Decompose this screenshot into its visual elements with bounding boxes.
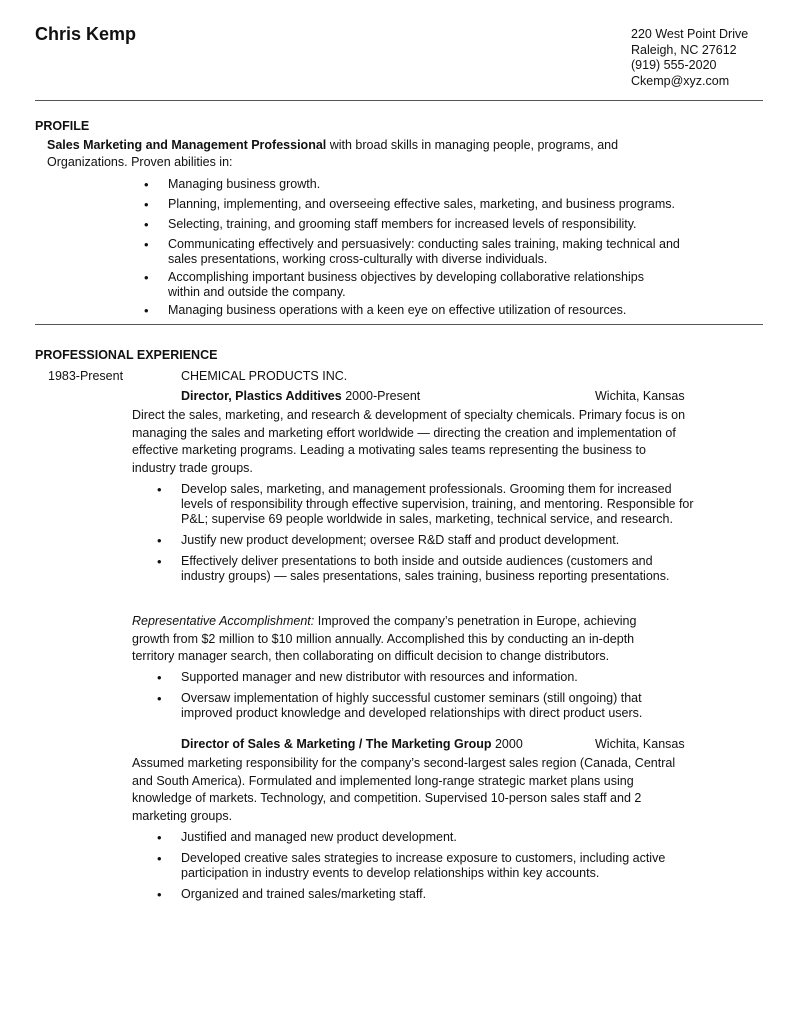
role-description: Direct the sales, marketing, and research & development of specialty chemicals. Primary focus is on managing the sales and marketing effort worldwide — directing the creation and implementation of effective marketing programs. Leading a motivating sales teams representing the business to industry trade groups. bbox=[132, 408, 686, 475]
role-title-line bbox=[181, 736, 523, 752]
list-item: • Justify new product development; oversee R&D staff and product development. bbox=[181, 533, 701, 548]
profile-intro bbox=[47, 137, 697, 171]
role-location: Wichita, Kansas bbox=[595, 389, 685, 403]
list-item: • Managing business growth. bbox=[168, 177, 708, 192]
role-bullet-list bbox=[181, 482, 701, 584]
list-item: • Justified and managed new product development. bbox=[181, 830, 701, 845]
list-item: • Supported manager and new distributor with resources and information. bbox=[181, 670, 681, 685]
role-years: 2000 bbox=[491, 737, 523, 751]
accomplishment-bullet-list bbox=[181, 670, 681, 721]
role-title-line bbox=[181, 388, 420, 404]
profile-intro-bold: Sales Marketing and Management Professional bbox=[47, 138, 327, 152]
contact-block bbox=[631, 27, 748, 89]
address-line-1: 220 West Point Drive bbox=[631, 27, 749, 41]
profile-heading: PROFILE bbox=[35, 119, 90, 133]
role-bullet-list bbox=[181, 830, 701, 902]
profile-intro-text: with broad skills in managing people, programs, and Organizations. Proven abilities in: bbox=[47, 138, 619, 169]
candidate-name: Chris Kemp bbox=[35, 24, 137, 44]
list-item: • Organized and trained sales/marketing staff. bbox=[181, 887, 701, 902]
list-item: • Selecting, training, and grooming staff members for increased levels of responsibility. bbox=[168, 217, 708, 232]
role-title: Director, Plastics Additives bbox=[181, 389, 342, 403]
list-item: • Effectively deliver presentations to both inside and outside audiences (customers and industry groups) — sales presentations, sales training, business reporting presentations. bbox=[181, 554, 693, 584]
list-item: • Communicating effectively and persuasively: conducting sales training, making technical and sales presentations, working cross-culturally with diverse individuals. bbox=[168, 237, 688, 267]
role-years: 2000-Present bbox=[341, 389, 421, 403]
list-item: • Develop sales, marketing, and management professionals. Grooming them for increased levels of responsibility through effective supervision, training, and mentoring. Responsible for P&L; supervise 69 people worldwide in sales, marketing, technical service, and research. bbox=[181, 482, 696, 527]
accomplishment-text: Improved the company’s penetration in Europe, achieving growth from $2 million to $10 million annually. Accomplished this by conducting an in-depth territory manager search, then collaborating on difficult decision to change distributors. bbox=[132, 614, 637, 663]
list-item: • Developed creative sales strategies to increase exposure to customers, including active participation in industry events to develop relationships within key accounts. bbox=[181, 851, 686, 881]
company-name: CHEMICAL PRODUCTS INC. bbox=[181, 369, 348, 383]
header-divider bbox=[35, 100, 763, 101]
experience-heading: PROFESSIONAL EXPERIENCE bbox=[35, 348, 218, 362]
accomplishment-label: Representative Accomplishment: bbox=[132, 614, 315, 628]
role-description: Assumed marketing responsibility for the company’s second-largest sales region (Canada, Central and South America). Formulated and implemented long-range strategic market plans using knowledge of markets. Technology, and competition. Supervised 10-person sales staff and 2 marketing groups. bbox=[132, 756, 676, 823]
email: Ckemp@xyz.com bbox=[631, 73, 730, 88]
list-item: • Oversaw implementation of highly successful customer seminars (still ongoing) that improved product knowledge and developed relationships with direct product users. bbox=[181, 691, 671, 721]
list-item: • Managing business operations with a keen eye on effective utilization of resources. bbox=[168, 303, 708, 318]
role-title: Director of Sales & Marketing / The Marketing Group bbox=[181, 737, 492, 751]
profile-bullet-list bbox=[168, 177, 708, 318]
list-item: • Planning, implementing, and overseeing effective sales, marketing, and business programs. bbox=[168, 197, 708, 212]
list-item: • Accomplishing important business objectives by developing collaborative relationships within and outside the company. bbox=[168, 270, 673, 300]
phone: (919) 555-2020 bbox=[631, 58, 717, 72]
employment-dates: 1983-Present bbox=[48, 369, 124, 383]
role-location: Wichita, Kansas bbox=[595, 737, 685, 751]
address-line-2: Raleigh, NC 27612 bbox=[631, 42, 737, 57]
profile-divider bbox=[35, 324, 763, 325]
accomplishment-paragraph bbox=[132, 613, 662, 666]
